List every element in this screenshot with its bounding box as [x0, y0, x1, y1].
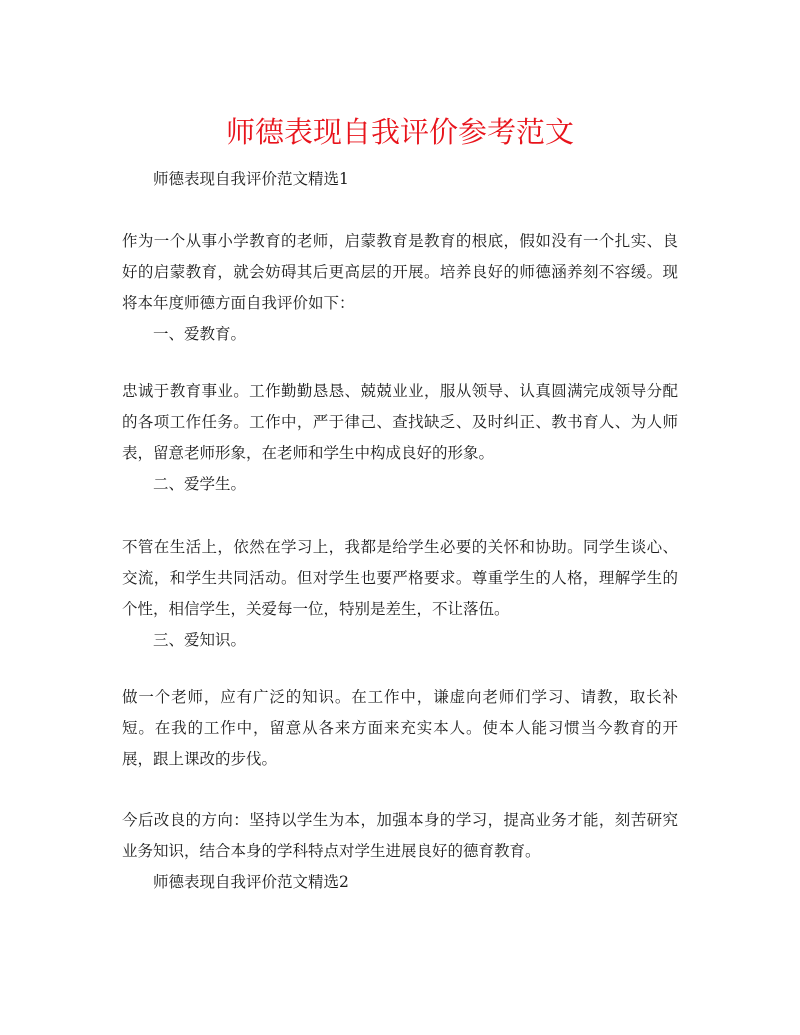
subheading-1: 师德表现自我评价范文精选1 [153, 170, 349, 188]
subheading-2: 师德表现自我评价范文精选2 [153, 873, 349, 891]
section-heading-2: 二、爱学生。 [153, 475, 247, 493]
paragraph-2: 不管在生活上，依然在学习上，我都是给学生必要的关怀和协助。同学生谈心、交流，和学生共同活动。但对学生也要严格要求。尊重学生的人格，理解学生的个性，相信学生，关爱每一位，特别是差生，不让落伍。 [122, 538, 678, 618]
paragraph-intro: 作为一个从事小学教育的老师，启蒙教育是教育的根底，假如没有一个扎实、良好的启蒙教育，就会妨碍其后更高层的开展。培养良好的师德涵养刻不容缓。现将本年度师德方面自我评价如下： [122, 232, 678, 312]
paragraph-1: 忠诚于教育事业。工作勤勤恳恳、兢兢业业，服从领导、认真圆满完成领导分配的各项工作任务。工作中，严于律己、查找缺乏、及时纠正、教书育人、为人师表，留意老师形象，在老师和学生中构成良好的形象。 [122, 382, 678, 462]
paragraph-3: 做一个老师，应有广泛的知识。在工作中，谦虚向老师们学习、请教，取长补短。在我的工作中，留意从各来方面来充实本人。使本人能习惯当今教育的开展，跟上课改的步伐。 [122, 688, 678, 768]
paragraph-4: 今后改良的方向：坚持以学生为本，加强本身的学习，提高业务才能，刻苦研究业务知识，结合本身的学科特点对学生进展良好的德育教育。 [122, 811, 678, 860]
section-heading-3: 三、爱知识。 [153, 631, 247, 649]
document-title: 师德表现自我评价参考范文 [225, 115, 574, 149]
section-heading-1: 一、爱教育。 [153, 325, 247, 343]
